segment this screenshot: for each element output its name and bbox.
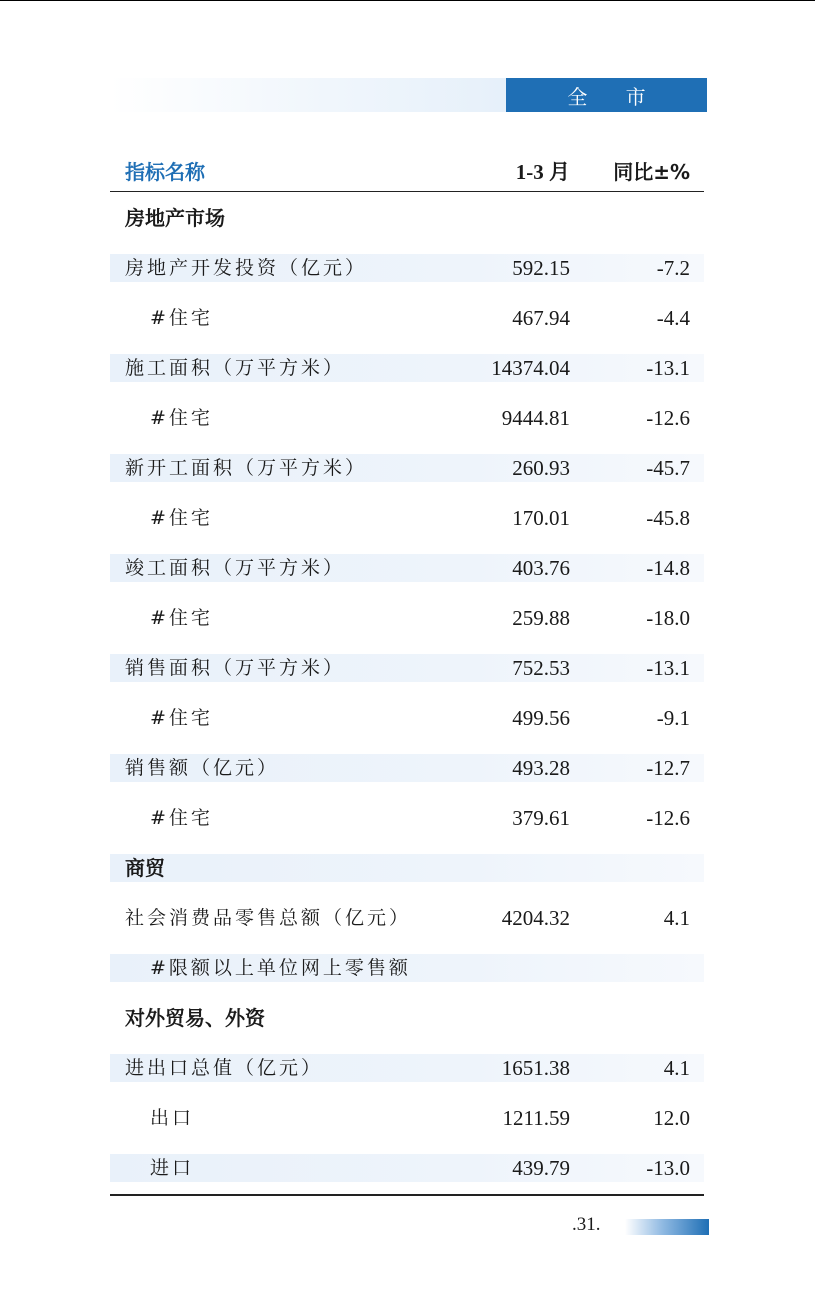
row-value-period: 592.15 (512, 256, 570, 280)
header-rule (110, 191, 704, 192)
row-label: 商贸 (125, 856, 165, 880)
row-value-period: 260.93 (512, 456, 570, 480)
table-row (110, 696, 704, 746)
row-value-period: 1651.38 (501, 1056, 570, 1080)
section-row (110, 196, 704, 246)
table-row (110, 1046, 704, 1096)
row-label: #住宅 (150, 807, 213, 829)
table-row (110, 546, 704, 596)
row-value-yoy: -45.8 (646, 506, 690, 530)
row-value-yoy: -9.1 (656, 706, 690, 730)
row-value-yoy: 4.1 (663, 1056, 690, 1080)
table-row (110, 1146, 704, 1196)
table-row (110, 596, 704, 646)
row-value-period: 170.01 (512, 506, 570, 530)
row-value-yoy: -45.7 (646, 456, 690, 480)
table-row (110, 1096, 704, 1146)
table-row (110, 296, 704, 346)
row-value-yoy: -13.1 (646, 656, 690, 680)
row-value-period: 403.76 (512, 556, 570, 580)
row-value-yoy: 12.0 (653, 1106, 690, 1130)
table-row (110, 446, 704, 496)
row-label: 施工面积（万平方米） (125, 357, 346, 379)
table-row (110, 246, 704, 296)
row-label: #住宅 (150, 607, 213, 629)
row-label: 社会消费品零售总额（亿元） (125, 907, 412, 929)
indicator-table (110, 196, 704, 1196)
row-label: 出口 (150, 1107, 195, 1129)
row-label: #住宅 (150, 307, 213, 329)
table-row (110, 646, 704, 696)
row-value-yoy: -14.8 (646, 556, 690, 580)
region-header (110, 78, 707, 112)
row-label: 房地产开发投资（亿元） (125, 257, 368, 279)
top-rule (0, 0, 815, 1)
table-row (110, 796, 704, 846)
row-value-yoy: -12.6 (646, 806, 690, 830)
header-gradient (110, 78, 506, 112)
region-tab: 全 市 (506, 78, 707, 112)
row-label: 进口 (150, 1157, 195, 1179)
page-number-bar (625, 1219, 709, 1235)
row-value-period: 14374.04 (491, 356, 570, 380)
table-bottom-rule (110, 1194, 704, 1196)
row-value-yoy: -13.0 (646, 1156, 690, 1180)
row-value-yoy: -12.6 (646, 406, 690, 430)
row-value-yoy: -13.1 (646, 356, 690, 380)
row-label: 房地产市场 (125, 206, 225, 230)
row-value-yoy: -12.7 (646, 756, 690, 780)
row-value-period: 379.61 (512, 806, 570, 830)
page-number: .31. (572, 1214, 601, 1235)
row-value-period: 499.56 (512, 706, 570, 730)
column-header-period: 1-3 月 (515, 160, 570, 184)
row-label: #住宅 (150, 707, 213, 729)
section-row (110, 996, 704, 1046)
row-value-period: 752.53 (512, 656, 570, 680)
row-label: #限额以上单位网上零售额 (150, 957, 411, 979)
table-row (110, 396, 704, 446)
table-row (110, 346, 704, 396)
column-header-yoy: 同比±% (613, 160, 690, 184)
table-row (110, 496, 704, 546)
row-label: 进出口总值（亿元） (125, 1057, 324, 1079)
row-value-period: 439.79 (512, 1156, 570, 1180)
row-value-yoy: -4.4 (656, 306, 690, 330)
row-value-period: 9444.81 (501, 406, 570, 430)
column-header (110, 156, 704, 190)
row-value-period: 4204.32 (501, 906, 570, 930)
row-label: 销售面积（万平方米） (125, 657, 346, 679)
row-label: #住宅 (150, 407, 213, 429)
row-label: #住宅 (150, 507, 213, 529)
section-row (110, 846, 704, 896)
column-header-name: 指标名称 (125, 160, 205, 184)
row-value-period: 467.94 (512, 306, 570, 330)
row-label: 对外贸易、外资 (125, 1006, 265, 1030)
row-value-period: 259.88 (512, 606, 570, 630)
row-value-period: 1211.59 (502, 1106, 570, 1130)
row-value-yoy: 4.1 (663, 906, 690, 930)
row-label: 销售额（亿元） (125, 757, 280, 779)
table-row (110, 896, 704, 946)
row-value-period: 493.28 (512, 756, 570, 780)
row-label: 新开工面积（万平方米） (125, 457, 368, 479)
row-value-yoy: -18.0 (646, 606, 690, 630)
row-value-yoy: -7.2 (656, 256, 690, 280)
table-row (110, 746, 704, 796)
row-label: 竣工面积（万平方米） (125, 557, 346, 579)
table-row (110, 946, 704, 996)
